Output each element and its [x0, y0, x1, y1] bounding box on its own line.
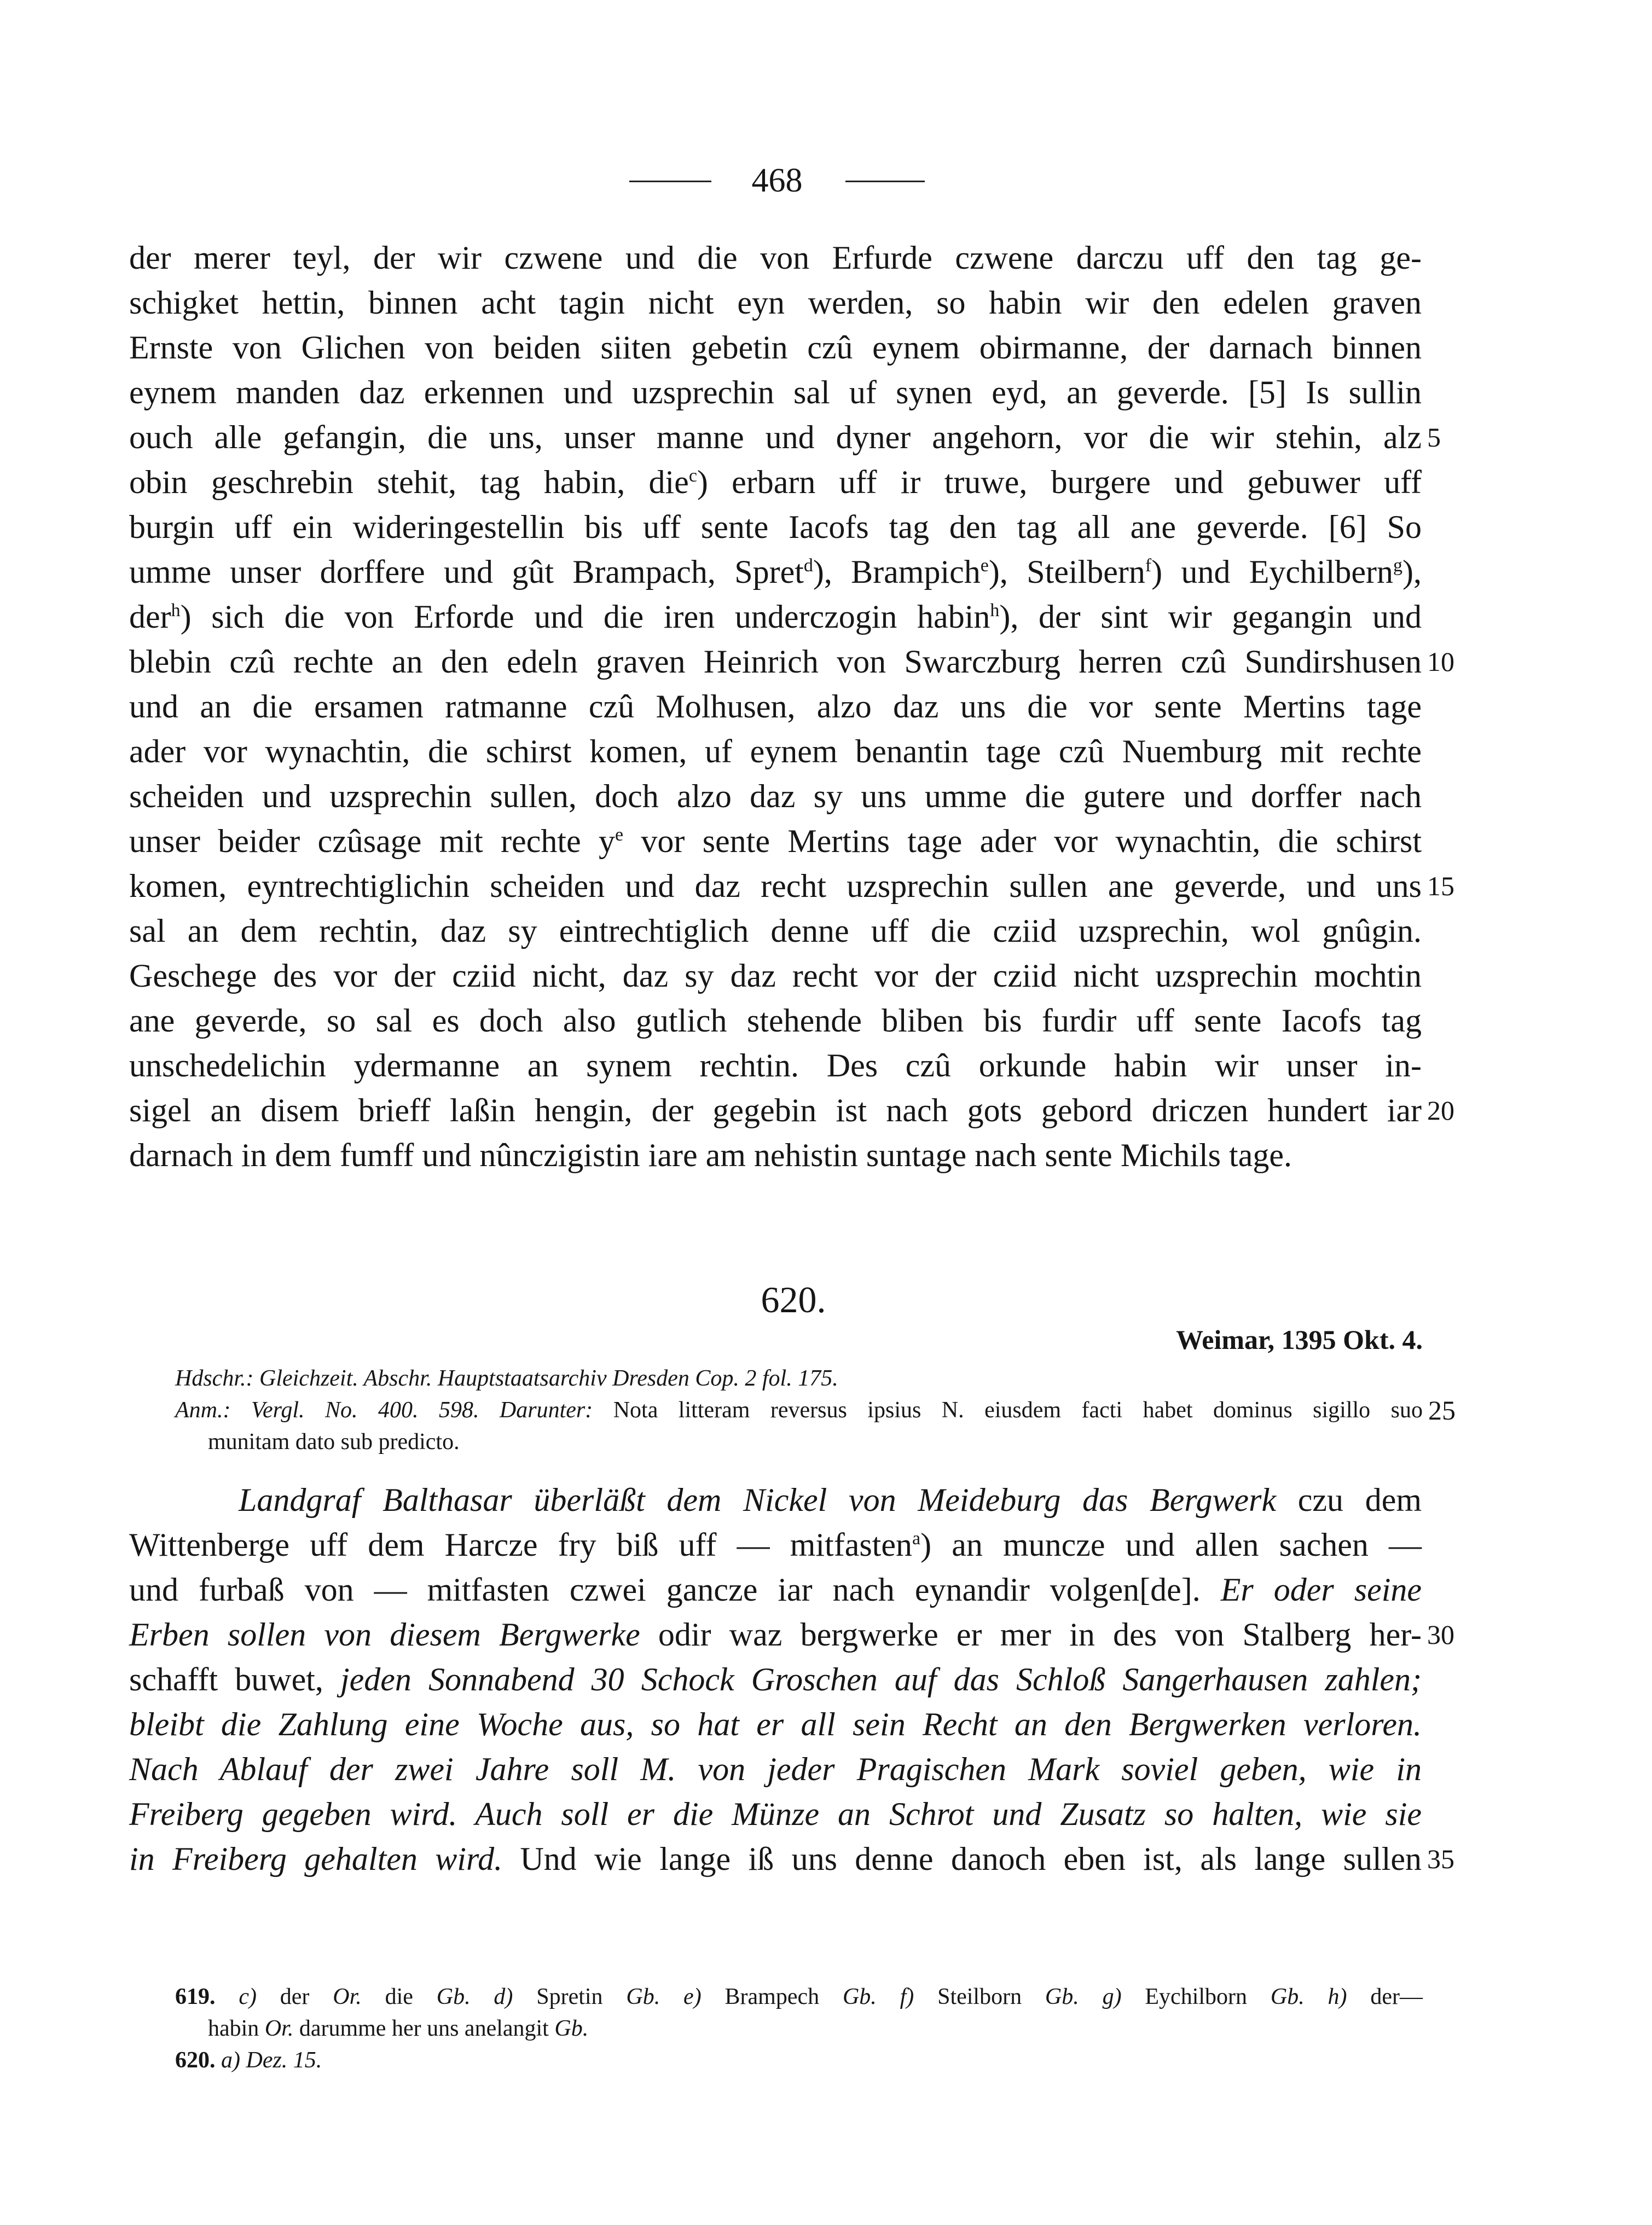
text-line: Geschege des vor der cziid nicht, daz sy daz recht vor der cziid nicht uzsprechin mochtin [129, 958, 1422, 994]
text-segment: umme unser dorffere und gût Brampach, Spret [129, 554, 804, 590]
footnote-620 [175, 2044, 322, 2076]
footnote-source: Or. [333, 1984, 362, 2009]
superscript: e [615, 825, 624, 845]
source-text: Nota litteram reversus ipsius N. eiusdem facti habet dominus sigillo suo [593, 1398, 1423, 1423]
header-rule-right [845, 181, 925, 182]
line-number: 5 [1427, 422, 1441, 453]
page-header [0, 159, 1652, 208]
source-line [175, 1363, 1423, 1394]
text-line: und an die ersamen ratmanne czû Molhusen, alzo daz uns die vor sente Mertins tage [129, 688, 1422, 725]
footnote-mark: h) [1304, 1984, 1347, 2009]
footnote-text: Eychilborn [1121, 1984, 1271, 2009]
page-number: 468 [751, 162, 803, 199]
source-text: Hdschr.: Gleichzeit. Abschr. Hauptstaatsarchiv Dresden Cop. 2 fol. 175. [175, 1366, 838, 1391]
text-line: darnach in dem fumff und nûnczigistin iare am nehistin suntage nach sente Michils tage. [129, 1137, 1292, 1173]
footnote-source: Gb. [1270, 1984, 1305, 2009]
date-place: Weimar, 1395 Okt. 4. [1176, 1324, 1423, 1355]
text-line: der merer teyl, der wir czwene und die von Erfurde czwene darczu uff den tag ge- [129, 240, 1422, 276]
text-line: Ernste von Glichen von beiden siiten gebetin czû eynem obirmanne, der darnach binnen [129, 329, 1422, 366]
line-number: 15 [1427, 871, 1454, 901]
footnote-text: der [256, 1984, 333, 2009]
text-segment: ), Brampich [813, 554, 981, 590]
text-segment: ) erbarn uff ir truwe, burgere und gebuwer uff [697, 464, 1422, 500]
text-line: Nach Ablauf der zwei Jahre soll M. von jeder Pragischen Mark soviel geben, wie in [129, 1751, 1422, 1787]
line-number: 10 [1427, 646, 1454, 677]
text-line [129, 549, 1422, 594]
footnote-mark: h [171, 600, 181, 621]
text-line [129, 1567, 1422, 1612]
source-line: munitam dato sub predicto. [208, 1429, 460, 1455]
footnote-mark: a [912, 1528, 921, 1549]
document-number: 620. [761, 1279, 826, 1320]
text-segment: ), [1402, 554, 1422, 590]
text-line [129, 1836, 1422, 1881]
footnote-mark: f [1145, 555, 1152, 576]
text-segment: jeden Sonnabend 30 Schock Groschen auf das Schloß Sangerhausen zahlen; [340, 1661, 1422, 1697]
text-line: schigket hettin, binnen acht tagin nicht eyn werden, so habin wir den edelen graven [129, 285, 1422, 321]
text-line: komen, eyntrechtiglichin scheiden und daz recht uzsprechin sullen ane geverde, und uns [129, 868, 1422, 904]
text-line [129, 460, 1422, 505]
text-line: unschedelichin ydermanne an synem rechtin. Des czû orkunde habin wir unser in- [129, 1047, 1422, 1083]
text-line: sigel an disem brieff laßin hengin, der gegebin ist nach gots gebord driczen hundert iar [129, 1092, 1422, 1128]
footnote-source: Gb. [1045, 1984, 1079, 2009]
text-line: Freiberg gegeben wird. Auch soll er die Münze an Schrot und Zusatz so halten, wie sie [129, 1796, 1422, 1832]
text-segment: czu dem [1276, 1482, 1422, 1518]
footnote-mark: g) [1079, 1984, 1122, 2009]
line-number: 20 [1427, 1095, 1454, 1126]
footnote-mark: e [980, 555, 989, 576]
line-number: 35 [1427, 1844, 1454, 1874]
footnote-mark: c) [239, 1984, 257, 2009]
text-line: ouch alle gefangin, die uns, unser manne und dyner angehorn, vor die wir stehin, alz [129, 419, 1422, 455]
footnote-619 [175, 1981, 1423, 2013]
text-line [129, 819, 1422, 864]
footnote-619-cont [208, 2013, 588, 2044]
text-segment: Landgraf Balthasar überläßt dem Nickel von Meideburg das Bergwerk [239, 1482, 1277, 1518]
text-line: ader vor wynachtin, die schirst komen, uf eynem benantin tage czû Nuemburg mit rechte [129, 733, 1422, 769]
footnote-text: Brampech [701, 1984, 843, 2009]
footnote-mark: g [1393, 555, 1403, 576]
footnote-text: Spretin [513, 1984, 627, 2009]
line-number: 30 [1427, 1619, 1454, 1650]
text-line [129, 1657, 1422, 1702]
footnote-source: Or. [264, 2016, 294, 2041]
footnote-mark: e) [660, 1984, 702, 2009]
footnote-mark: c [688, 466, 697, 486]
footnote-mark: d) [470, 1984, 513, 2009]
text-segment: Und wie lange iß uns denne danoch eben ist, als lange sullen [502, 1841, 1422, 1877]
text-segment: und furbaß von — mitfasten czwei gancze iar nach eynandir volgen[de]. [129, 1572, 1221, 1608]
header-rule-left [629, 181, 711, 182]
text-segment: ) an muncze und allen sachen — [920, 1527, 1422, 1563]
text-segment: Erben sollen von diesem Bergwerke [129, 1616, 640, 1653]
footnote-label: 620. [175, 2048, 216, 2073]
line-number: 25 [1428, 1395, 1456, 1426]
footnote-text: a) Dez. 15. [221, 2048, 322, 2073]
text-line: bleibt die Zahlung eine Woche aus, so hat er all sein Recht an den Bergwerken verloren. [129, 1706, 1422, 1742]
text-segment: Er oder seine [1220, 1572, 1422, 1608]
text-segment: ) und Eychilbern [1151, 554, 1394, 590]
text-line [129, 1522, 1422, 1567]
text-segment: in Freiberg gehalten wird. [129, 1841, 503, 1877]
text-segment: odir waz bergwerke er mer in des von Stalberg her- [640, 1616, 1422, 1653]
text-segment: obin geschrebin stehit, tag habin, die [129, 464, 689, 500]
text-line: blebin czû rechte an den edeln graven Heinrich von Swarczburg herren czû Sundirshusen [129, 644, 1422, 680]
footnote-source: Gb. [554, 2016, 589, 2041]
text-line: ane geverde, so sal es doch also gutlich stehende bliben bis furdir uff sente Iacofs tag [129, 1003, 1422, 1039]
source-text: Anm.: Vergl. No. 400. 598. Darunter: [175, 1398, 593, 1423]
footnote-source: Gb. [436, 1984, 471, 2009]
text-line: sal an dem rechtin, daz sy eintrechtiglich denne uff die cziid uzsprechin, wol gnûgin. [129, 913, 1422, 949]
footnote-text: die [361, 1984, 437, 2009]
text-segment: vor sente Mertins tage ader vor wynachtin, die schirst [623, 823, 1422, 859]
text-segment: der [129, 599, 171, 635]
text-segment: ), der sint wir gegangin und [999, 599, 1422, 635]
text-segment: unser beider czûsage mit rechte y [129, 823, 615, 859]
text-line [129, 1477, 1422, 1522]
footnote-source: Gb. [842, 1984, 877, 2009]
footnote-text: der— [1347, 1984, 1423, 2009]
footnote-source: Gb. [626, 1984, 660, 2009]
footnote-label: 619. [175, 1984, 216, 2009]
text-segment: ) sich die von Erforde und die iren underczogin habin [180, 599, 990, 635]
text-segment: Wittenberge uff dem Harcze fry biß uff — mitfasten [129, 1527, 912, 1563]
footnote-mark: f) [876, 1984, 914, 2009]
footnote-mark: h [990, 600, 1000, 621]
footnote-mark: d [803, 555, 813, 576]
text-line [129, 1612, 1422, 1657]
text-line [129, 594, 1422, 639]
text-segment: schafft buwet, [129, 1661, 340, 1697]
charter-text-619 [129, 235, 1422, 1187]
regest-text-620 [129, 1477, 1422, 1877]
footnote-text: habin [208, 2016, 265, 2041]
text-line: burgin uff ein wideringestellin bis uff sente Iacofs tag den tag all ane geverde. [6] So [129, 509, 1422, 545]
text-line: eynem manden daz erkennen und uzsprechin sal uf synen eyd, an geverde. [5] Is sullin [129, 374, 1422, 410]
footnote-text: darumme her uns anelangit [293, 2016, 555, 2041]
footnote-text: Steilborn [914, 1984, 1045, 2009]
source-line [175, 1394, 1423, 1426]
text-segment: ), Steilbern [988, 554, 1145, 590]
text-line: scheiden und uzsprechin sullen, doch alzo daz sy uns umme die gutere und dorffer nach [129, 778, 1422, 814]
